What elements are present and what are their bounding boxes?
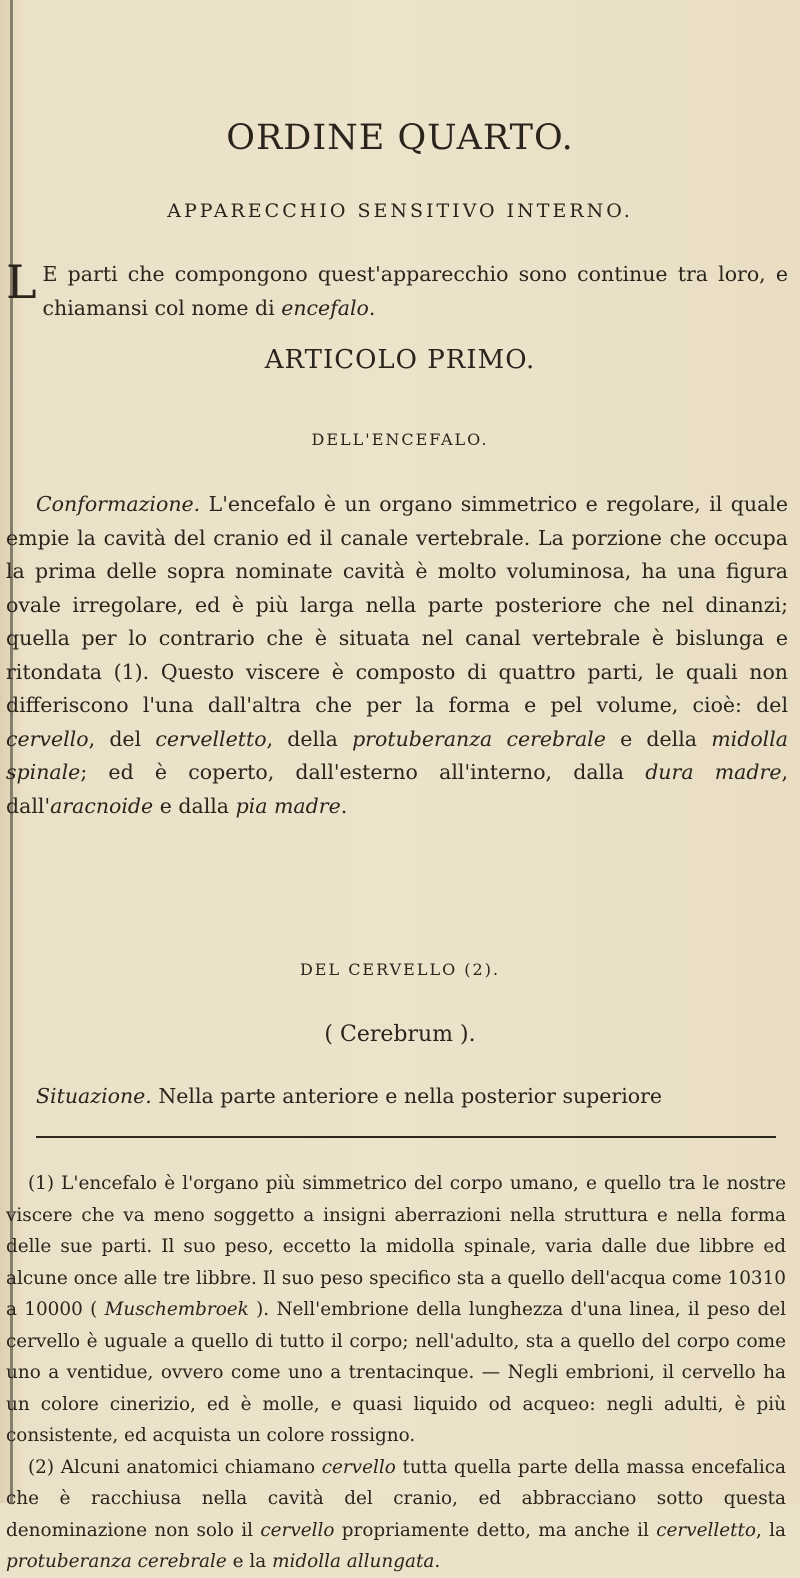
conf-term-5: dura madre <box>645 760 782 784</box>
note2-text-d: , la <box>755 1519 786 1541</box>
note2-term-2: cervello <box>260 1519 335 1541</box>
conf-text-2: , del <box>88 726 156 751</box>
conf-term-7: pia madre <box>235 793 341 818</box>
note2-text-b: tutta quella parte della massa encefalica che è racchiusa nella cavità del cranio, ed abbracciano sotto questa denominazione non solo il <box>6 1456 786 1541</box>
note2-term-5: midolla allungata <box>272 1551 435 1572</box>
chapter-title: ORDINE QUARTO. <box>226 118 574 158</box>
intro-text: E parti che compongono quest'apparecchio sono continue tra loro, e chiamansi col nome di <box>42 262 788 320</box>
conf-text-4: e della <box>605 726 712 751</box>
note2-term-3: cervelletto <box>656 1519 756 1541</box>
section-heading: DELL'ENCEFALO. <box>311 430 489 449</box>
footnote-divider <box>36 1136 776 1138</box>
intro-end: . <box>368 295 376 320</box>
conformazione-paragraph <box>6 488 788 823</box>
conf-term-1: cervello <box>6 726 89 751</box>
note2-text-f: . <box>434 1551 441 1572</box>
conf-term-3: protuberanza cerebrale <box>352 726 606 751</box>
conf-text-8: . <box>340 793 348 818</box>
conf-text-3: , della <box>266 726 353 751</box>
conf-text-7: e dalla <box>153 793 236 818</box>
note2-text-c: propriamente detto, ma anche il <box>334 1519 657 1541</box>
note2-term-4: protuberanza cerebrale <box>6 1551 227 1572</box>
footnote-2 <box>6 1452 786 1578</box>
note2-text-a: (2) Alcuni anatomici chiamano <box>28 1456 322 1478</box>
situazione-label: Situazione. <box>36 1084 152 1108</box>
situazione-paragraph <box>6 1080 788 1114</box>
intro-paragraph <box>6 255 788 325</box>
footnote-1 <box>6 1168 786 1452</box>
note1-name: Muschembroek <box>104 1299 249 1320</box>
situazione-text: Nella parte anteriore e nella posterior superiore <box>151 1084 663 1108</box>
conf-text-6: , dall' <box>6 760 788 818</box>
conformazione-label: Conformazione. <box>36 492 201 516</box>
footnotes <box>6 1168 786 1578</box>
drop-cap: L <box>6 255 37 309</box>
conf-term-6: aracnoide <box>50 793 154 818</box>
note1-text-a: (1) L'encefalo è l'organo più simmetrico del corpo umano, e quello tra le nostre viscere che va meno soggetto a insigni aberrazioni nella struttura e nella forma delle sue parti. Il suo peso, eccetto la midolla spinale, varia dalle due libbre ed alcune once alle tre libbre. Il suo peso specifico sta a quello dell'acqua come 10310 a 10000 ( <box>6 1173 786 1320</box>
article-heading: ARTICOLO PRIMO. <box>264 345 536 375</box>
note1-text-b: ). Nell'embrione della lunghezza d'una linea, il peso del cervello è uguale a quello di tutto il corpo; nell'adulto, sta a quello del corpo come uno a ventidue, ovvero come uno a trentacinque. — Negli embrioni, il cervello ha un colore cinerizio, ed è molle, e quasi liquido od acqueo: negli adulti, è più consistente, ed acquista un colore rossigno. <box>6 1299 786 1446</box>
conf-text-5: ; ed è coperto, dall'esterno all'interno, dalla <box>80 760 646 784</box>
chapter-subtitle: APPARECCHIO SENSITIVO INTERNO. <box>167 200 633 222</box>
note2-text-e: e la <box>226 1551 273 1572</box>
cervello-heading: DEL CERVELLO (2). <box>299 960 501 979</box>
cerebrum-latin: ( Cerebrum ). <box>324 1022 476 1047</box>
conf-text-1: L'encefalo è un organo simmetrico e regolare, il quale empie la cavità del cranio ed il canale vertebrale. La porzione che occupa la prima delle sopra nominate cavità è molto voluminosa, ha una figura ovale irregolare, ed è più larga nella parte posteriore che nel dinanzi; quella per lo contrario che è situata nel canal vertebrale è bislunga e ritondata (1). Questo viscere è composto di quattro parti, le quali non differiscono l'una dall'altra che per la forma e pel volume, cioè: del <box>6 492 788 717</box>
intro-term: encefalo <box>281 295 369 320</box>
conf-term-2: cervelletto <box>155 726 267 751</box>
conf-term-4: midolla spinale <box>6 726 788 784</box>
note2-term-1: cervello <box>321 1456 396 1478</box>
